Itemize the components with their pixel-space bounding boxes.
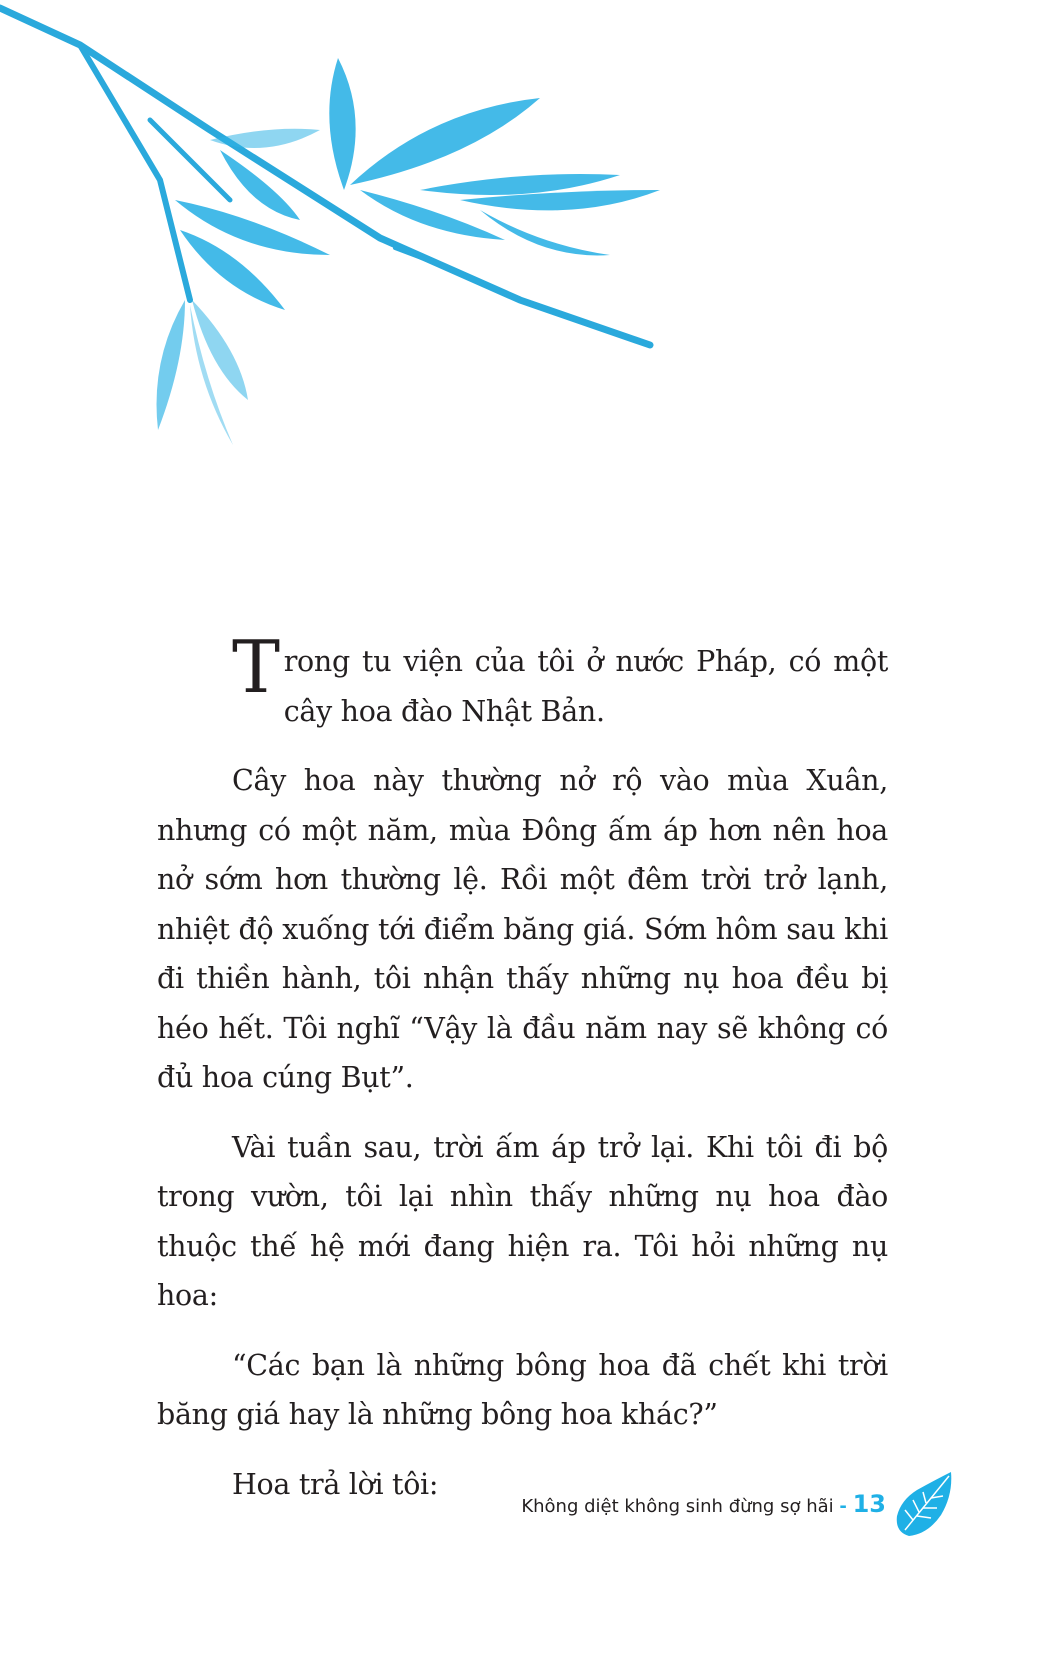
bodhi-leaf-icon — [893, 1470, 955, 1538]
paragraph-3: Vài tuần sau, trời ấm áp trở lại. Khi tôi đi bộ trong vườn, tôi lại nhìn thấy những nụ hoa đào thuộc thế hệ mới đang hiện ra. Tôi hỏi những nụ hoa: — [157, 1130, 888, 1312]
paragraph-2: Cây hoa này thường nở rộ vào mùa Xuân, nhưng có một năm, mùa Đông ấm áp hơn nên hoa nở sớm hơn thường lệ. Rồi một đêm trời trở lạnh, nhiệt độ xuống tới điểm băng giá. Sớm hôm sau khi đi thiền hành, tôi nhận thấy những nụ hoa đều bị héo hết. Tôi nghĩ “Vậy là đầu năm nay sẽ không có đủ hoa cúng Bụt”. — [157, 764, 888, 1094]
page-footer — [0, 1490, 886, 1518]
running-title: Không diệt không sinh đừng sợ hãi — [521, 1496, 834, 1517]
paragraph-1-text: rong tu viện của tôi ở nước Pháp, có một cây hoa đào Nhật Bản. — [283, 645, 888, 728]
body-text — [157, 625, 888, 1529]
paragraph-5: Hoa trả lời tôi: — [232, 1467, 439, 1501]
paragraph-1 — [157, 625, 888, 736]
paragraph-4: “Các bạn là những bông hoa đã chết khi trời băng giá hay là những bông hoa khác?” — [157, 1348, 888, 1431]
drop-cap: T — [232, 625, 280, 709]
footer-separator: - — [839, 1496, 847, 1517]
bamboo-branch-illustration — [0, 0, 700, 480]
page-number: 13 — [852, 1490, 886, 1518]
